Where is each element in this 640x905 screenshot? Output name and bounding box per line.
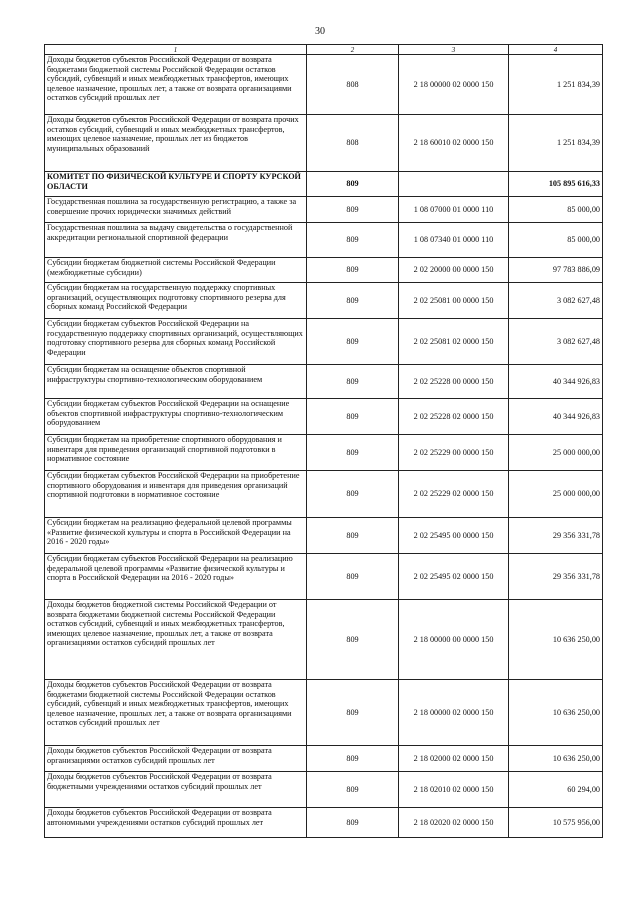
budget-classification-code: 2 18 60010 02 0000 150 (399, 115, 509, 172)
budget-classification-code: 2 18 02010 02 0000 150 (399, 772, 509, 808)
revenue-name: Субсидии бюджетам на оснащение объектов спортивной инфраструктуры спортивно-технологическим оборудованием (45, 365, 307, 399)
administrator-code: 809 (307, 554, 399, 600)
administrator-code: 809 (307, 772, 399, 808)
revenue-name: Субсидии бюджетам субъектов Российской Федерации на реализацию федеральной целевой программы «Развитие физической культуры и спорта в Российской Федерации на 2016 - 2020 годы» (45, 554, 307, 600)
administrator-code: 809 (307, 680, 399, 746)
revenue-name: Доходы бюджетов субъектов Российской Федерации от возврата бюджетами бюджетной системы Российской Федерации остатков субсидий, субвенций и иных межбюджетных трансфертов, имеющих целевое назначение, прошлых лет, а также от возврата организациями остатков субсидий прошлых лет (45, 680, 307, 746)
budget-classification-code: 2 02 25228 00 0000 150 (399, 365, 509, 399)
table-row (45, 435, 603, 471)
budget-classification-code: 2 18 00000 00 0000 150 (399, 600, 509, 680)
revenue-name: Доходы бюджетов субъектов Российской Федерации от возврата бюджетами бюджетной системы Российской Федерации остатков субсидий, субвенций и иных межбюджетных трансфертов, имеющих целевое назначение, прошлых лет, а также от возврата организациями остатков субсидий прошлых лет (45, 55, 307, 115)
revenue-name: Субсидии бюджетам на государственную поддержку спортивных организаций, осуществляющих подготовку спортивного резерва для сборных команд Российской Федерации (45, 283, 307, 319)
amount: 29 356 331,78 (509, 554, 603, 600)
revenue-name: Доходы бюджетов бюджетной системы Российской Федерации от возврата бюджетами бюджетной системы Российской Федерации остатков субсидий, субвенций и иных межбюджетных трансфертов, имеющих целевое назначение, прошлых лет, а также от возврата организациями остатков субсидий прошлых лет (45, 600, 307, 680)
budget-classification-code: 1 08 07000 01 0000 110 (399, 197, 509, 223)
table-row (45, 223, 603, 258)
administrator-code: 809 (307, 600, 399, 680)
table-row (45, 197, 603, 223)
amount: 1 251 834,39 (509, 115, 603, 172)
budget-classification-code: 2 02 25495 00 0000 150 (399, 518, 509, 554)
administrator-code: 809 (307, 808, 399, 838)
amount: 60 294,00 (509, 772, 603, 808)
budget-classification-code: 2 02 25495 02 0000 150 (399, 554, 509, 600)
table-row (45, 680, 603, 746)
administrator-code: 809 (307, 365, 399, 399)
column-number-1: 1 (45, 45, 307, 55)
amount: 29 356 331,78 (509, 518, 603, 554)
budget-classification-code: 2 18 02020 02 0000 150 (399, 808, 509, 838)
table-row (45, 471, 603, 518)
amount: 3 082 627,48 (509, 283, 603, 319)
budget-classification-code: 2 18 02000 02 0000 150 (399, 746, 509, 772)
administrator-code: 809 (307, 172, 399, 197)
administrator-code: 809 (307, 471, 399, 518)
budget-revenue-table (44, 44, 603, 838)
table-row (45, 258, 603, 283)
table-row (45, 55, 603, 115)
administrator-code: 809 (307, 223, 399, 258)
amount: 25 000 000,00 (509, 471, 603, 518)
budget-classification-code: 2 18 00000 02 0000 150 (399, 680, 509, 746)
revenue-name: Субсидии бюджетам субъектов Российской Федерации на приобретение спортивного оборудования и инвентаря для приведения организаций спортивной подготовки в нормативное состояние (45, 471, 307, 518)
column-number-4: 4 (509, 45, 603, 55)
amount: 10 636 250,00 (509, 680, 603, 746)
budget-classification-code: 2 18 00000 02 0000 150 (399, 55, 509, 115)
column-number-3: 3 (399, 45, 509, 55)
amount: 85 000,00 (509, 197, 603, 223)
administrator-code: 809 (307, 399, 399, 435)
administrator-code: 809 (307, 518, 399, 554)
budget-classification-code: 2 02 25229 00 0000 150 (399, 435, 509, 471)
amount: 1 251 834,39 (509, 55, 603, 115)
budget-classification-code: 2 02 25229 02 0000 150 (399, 471, 509, 518)
amount: 40 344 926,83 (509, 365, 603, 399)
amount: 3 082 627,48 (509, 319, 603, 365)
revenue-name: Субсидии бюджетам субъектов Российской Федерации на государственную поддержку спортивных организаций, осуществляющих подготовку спортивного резерва для сборных команд Российской Федерации (45, 319, 307, 365)
budget-classification-code: 2 02 25081 00 0000 150 (399, 283, 509, 319)
column-number-2: 2 (307, 45, 399, 55)
table-row (45, 554, 603, 600)
revenue-name: Государственная пошлина за государственную регистрацию, а также за совершение прочих юридически значимых действий (45, 197, 307, 223)
committee-total-amount: 105 895 616,33 (509, 172, 603, 197)
administrator-code: 808 (307, 115, 399, 172)
table-row (45, 283, 603, 319)
table-row (45, 772, 603, 808)
table-row (45, 518, 603, 554)
committee-name: КОМИТЕТ ПО ФИЗИЧЕСКОЙ КУЛЬТУРЕ И СПОРТУ КУРСКОЙ ОБЛАСТИ (45, 172, 307, 197)
table-row (45, 600, 603, 680)
amount: 97 783 886,09 (509, 258, 603, 283)
budget-classification-code: 1 08 07340 01 0000 110 (399, 223, 509, 258)
revenue-name: Доходы бюджетов субъектов Российской Федерации от возврата прочих остатков субсидий, субвенций и иных межбюджетных трансфертов, имеющих целевое назначение, прошлых лет из бюджетов муниципальных образований (45, 115, 307, 172)
administrator-code: 809 (307, 746, 399, 772)
amount: 40 344 926,83 (509, 399, 603, 435)
revenue-name: Государственная пошлина за выдачу свидетельства о государственной аккредитации региональной спортивной федерации (45, 223, 307, 258)
administrator-code: 809 (307, 435, 399, 471)
revenue-name: Доходы бюджетов субъектов Российской Федерации от возврата бюджетными учреждениями остатков субсидий прошлых лет (45, 772, 307, 808)
table-row (45, 746, 603, 772)
amount: 10 636 250,00 (509, 746, 603, 772)
budget-classification-code (399, 172, 509, 197)
amount: 10 636 250,00 (509, 600, 603, 680)
administrator-code: 809 (307, 197, 399, 223)
amount: 10 575 956,00 (509, 808, 603, 838)
revenue-name: Субсидии бюджетам бюджетной системы Российской Федерации (межбюджетные субсидии) (45, 258, 307, 283)
administrator-code: 808 (307, 55, 399, 115)
table-row (45, 399, 603, 435)
administrator-code: 809 (307, 319, 399, 365)
budget-classification-code: 2 02 25081 02 0000 150 (399, 319, 509, 365)
amount: 85 000,00 (509, 223, 603, 258)
table-row (45, 319, 603, 365)
revenue-name: Доходы бюджетов субъектов Российской Федерации от возврата организациями остатков субсидий прошлых лет (45, 746, 307, 772)
revenue-name: Доходы бюджетов субъектов Российской Федерации от возврата автономными учреждениями остатков субсидий прошлых лет (45, 808, 307, 838)
column-number-row (45, 45, 603, 55)
revenue-name: Субсидии бюджетам на приобретение спортивного оборудования и инвентаря для приведения организаций спортивной подготовки в нормативное состояние (45, 435, 307, 471)
revenue-name: Субсидии бюджетам субъектов Российской Федерации на оснащение объектов спортивной инфраструктуры спортивно-технологическим оборудованием (45, 399, 307, 435)
budget-classification-code: 2 02 25228 02 0000 150 (399, 399, 509, 435)
administrator-code: 809 (307, 258, 399, 283)
table-row (45, 115, 603, 172)
table-row (45, 365, 603, 399)
budget-classification-code: 2 02 20000 00 0000 150 (399, 258, 509, 283)
amount: 25 000 000,00 (509, 435, 603, 471)
committee-row (45, 172, 603, 197)
table-row (45, 808, 603, 838)
revenue-name: Субсидии бюджетам на реализацию федеральной целевой программы «Развитие физической культуры и спорта в Российской Федерации на 2016 - 2020 годы» (45, 518, 307, 554)
page-number: 30 (315, 26, 325, 37)
administrator-code: 809 (307, 283, 399, 319)
